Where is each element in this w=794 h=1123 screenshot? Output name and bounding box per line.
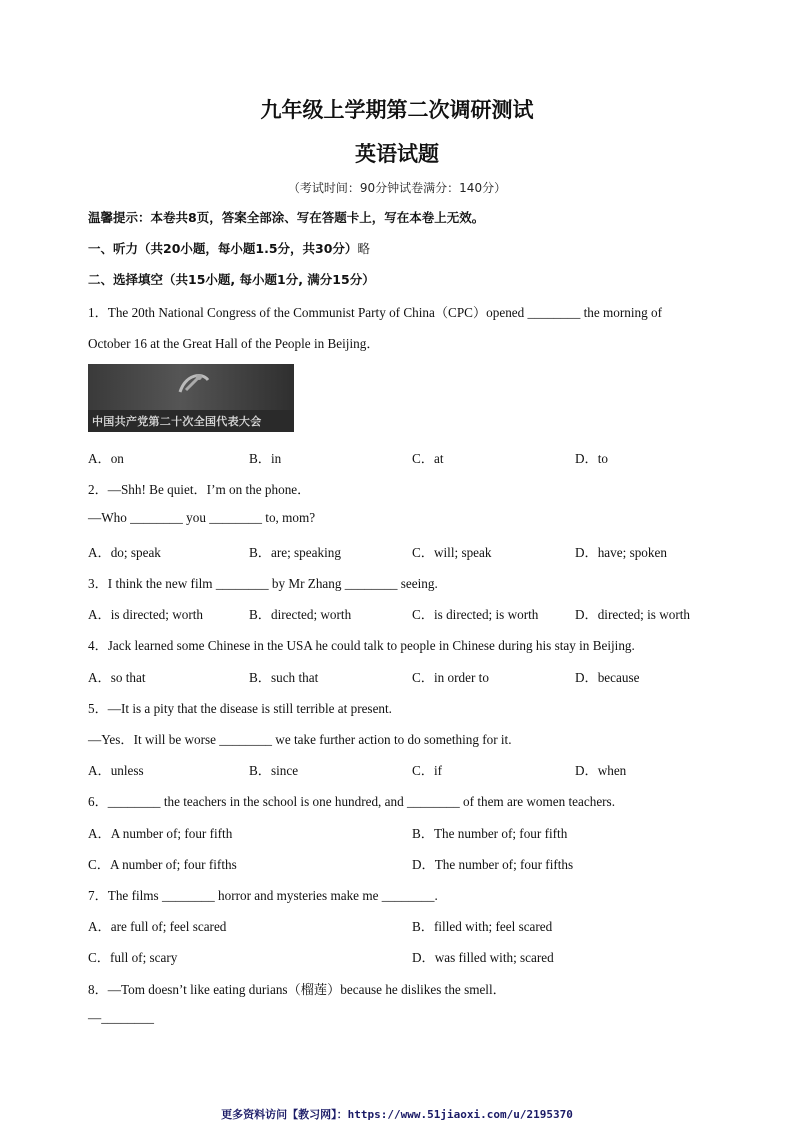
q1-option-d: D．to — [575, 451, 608, 466]
q3-option-c: C．is directed; is worth — [412, 607, 539, 622]
section1-tail: 略 — [357, 241, 370, 256]
q6-option-d: D．The number of; four fifths — [412, 857, 574, 872]
section2-heading: 二、选择填空（共15小题, 每小题1分, 满分15分） — [88, 272, 375, 287]
question-2-line-2: —Who ________ you ________ to, mom? — [88, 510, 316, 525]
q6-option-b: B．The number of; four fifth — [412, 826, 568, 841]
q4-option-a: A．so that — [88, 670, 146, 685]
question-8-line-1: 8．—Tom doesn’t like eating durians（榴莲）because he dislikes the smell． — [88, 982, 506, 997]
q6-option-a: A．A number of; four fifth — [88, 826, 233, 841]
q7-option-a: A．are full of; feel scared — [88, 919, 227, 934]
q5-option-c: C．if — [412, 763, 443, 778]
q4-option-b: B．such that — [249, 670, 319, 685]
congress-photo — [88, 364, 294, 432]
question-5-line-2: —Yes．It will be worse ________ we take further action to do something for it. — [88, 732, 512, 747]
question-1-line-2: October 16 at the Great Hall of the People in Beijing． — [88, 336, 380, 351]
q4-option-d: D．because — [575, 670, 640, 685]
party-emblem-icon — [176, 370, 210, 398]
exam-subject: 英语试题 — [355, 142, 439, 166]
q5-option-b: B．since — [249, 763, 299, 778]
question-3-line-1: 3．I think the new film ________ by Mr Zhang ________ seeing. — [88, 576, 438, 591]
q1-option-c: C．at — [412, 451, 444, 466]
q5-option-d: D．when — [575, 763, 627, 778]
q2-option-d: D．have; spoken — [575, 545, 667, 560]
photo-caption: 中国共产党第二十次全国代表大会 — [92, 415, 262, 428]
q2-option-a: A．do; speak — [88, 545, 161, 560]
q7-option-d: D．was filled with; scared — [412, 950, 554, 965]
q3-option-d: D．directed; is worth — [575, 607, 690, 622]
q3-option-b: B．directed; worth — [249, 607, 352, 622]
section1-heading — [88, 239, 370, 257]
question-8-line-2: —________ — [88, 1010, 154, 1025]
q6-option-c: C．A number of; four fifths — [88, 857, 237, 872]
notice: 温馨提示：本卷共8页，答案全部涂、写在答题卡上，写在本卷上无效。 — [88, 210, 485, 225]
question-2-line-1: 2．—Shh! Be quiet．I’m on the phone． — [88, 482, 311, 497]
q5-option-a: A．unless — [88, 763, 144, 778]
exam-title: 九年级上学期第二次调研测试 — [260, 98, 534, 122]
question-5-line-1: 5．—It is a pity that the disease is still terrible at present. — [88, 701, 392, 716]
section1-title: 一、听力（共20小题，每小题1.5分，共30分） — [88, 241, 358, 256]
q2-option-c: C．will; speak — [412, 545, 492, 560]
q1-option-a: A．on — [88, 451, 124, 466]
question-6-line-1: 6．________ the teachers in the school is one hundred, and ________ of them are women teachers. — [88, 794, 615, 809]
q7-option-b: B．filled with; feel scared — [412, 919, 553, 934]
footer-link[interactable]: 更多资料访问【教习网】：https://www.51jiaoxi.com/u/2195370 — [221, 1108, 573, 1121]
question-4-line-1: 4．Jack learned some Chinese in the USA he could talk to people in Chinese during his stay in Beijing. — [88, 638, 635, 653]
q7-option-c: C．full of; scary — [88, 950, 178, 965]
exam-info: （考试时间：90分钟试卷满分：140分） — [287, 181, 507, 195]
q2-option-b: B．are; speaking — [249, 545, 341, 560]
question-7-line-1: 7．The films ________ horror and mysteries make me ________. — [88, 888, 438, 903]
q3-option-a: A．is directed; worth — [88, 607, 203, 622]
question-1-line-1: 1．The 20th National Congress of the Communist Party of China（CPC）opened ________ the morning of — [88, 305, 662, 320]
q1-option-b: B．in — [249, 451, 282, 466]
q4-option-c: C．in order to — [412, 670, 489, 685]
